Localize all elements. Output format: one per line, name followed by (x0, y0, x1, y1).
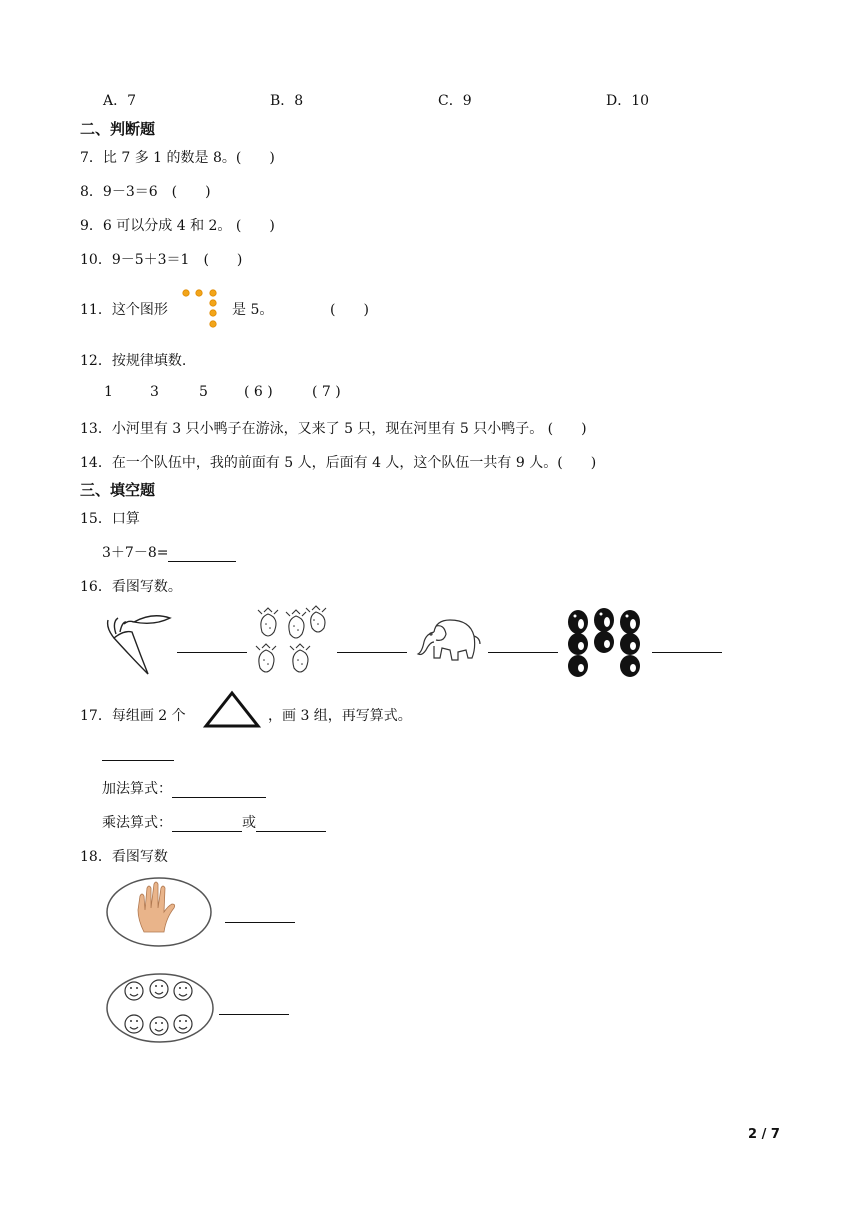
or-text: 或 (242, 815, 256, 831)
question-11-prefix: 11．这个图形 (80, 302, 168, 318)
multiplication-formula-line (102, 812, 326, 832)
expression-text: 3＋7－8= (102, 545, 169, 561)
section-heading-fill-in: 三、填空题 (80, 481, 156, 499)
sequence-item: 5 (199, 384, 208, 400)
addition-formula-line (102, 778, 266, 798)
sequence-item: ( 7 ) (312, 384, 341, 400)
answer-blank[interactable] (652, 636, 722, 653)
addition-label: 加法算式： (102, 781, 172, 797)
question-17-suffix: ，画 3 组，再写算式。 (268, 708, 412, 724)
question-12: 12．按规律填数. (80, 353, 187, 369)
sequence-item: 1 (104, 384, 113, 400)
answer-blank[interactable] (256, 815, 326, 832)
question-18: 18．看图写数 (80, 849, 168, 865)
answer-blank[interactable] (177, 636, 247, 653)
question-15-expression (102, 542, 236, 562)
answer-blank[interactable] (225, 906, 295, 923)
answer-blank[interactable] (168, 545, 236, 562)
strawberries-image (250, 604, 332, 678)
option-b: B．8 (270, 93, 304, 109)
question-9: 9．6 可以分成 4 和 2。 ( ) (80, 218, 275, 234)
hand-image (104, 874, 214, 950)
question-11-suffix: 是 5。 (232, 302, 274, 318)
smiley-faces-image (104, 970, 216, 1046)
question-14: 14．在一个队伍中，我的前面有 5 人，后面有 4 人，这个队伍一共有 9 人。( ) (80, 455, 597, 471)
question-10: 10．9－5＋3＝1 ( ) (80, 252, 243, 268)
answer-blank[interactable] (488, 636, 558, 653)
question-11-paren: ( ) (330, 302, 369, 318)
drawing-answer-blank[interactable] (102, 744, 174, 761)
answer-blank[interactable] (172, 815, 242, 832)
penguins-image (562, 604, 650, 680)
question-16: 16．看图写数。 (80, 579, 182, 595)
section-heading-judgement: 二、判断题 (80, 120, 156, 138)
carrot-image (104, 610, 176, 676)
question-13: 13．小河里有 3 只小鸭子在游泳，又来了 5 只，现在河里有 5 只小鸭子。 ( ) (80, 421, 587, 437)
sequence-item: 3 (150, 384, 159, 400)
dot-figure-image (180, 288, 224, 330)
answer-blank[interactable] (172, 781, 266, 798)
question-17-prefix: 17．每组画 2 个 (80, 708, 186, 724)
triangle-icon (202, 690, 262, 730)
question-8: 8．9－3＝6 ( ) (80, 184, 211, 200)
question-7: 7．比 7 多 1 的数是 8。( ) (80, 150, 275, 166)
elephant-image (414, 612, 484, 668)
option-d: D．10 (606, 93, 650, 109)
answer-blank[interactable] (337, 636, 407, 653)
page-number: 2 / 7 (748, 1127, 780, 1142)
answer-blank[interactable] (219, 998, 289, 1015)
multiplication-label: 乘法算式： (102, 815, 172, 831)
sequence-item: ( 6 ) (244, 384, 273, 400)
question-15: 15．口算 (80, 511, 140, 527)
option-a: A．7 (103, 93, 137, 109)
option-c: C．9 (438, 93, 472, 109)
